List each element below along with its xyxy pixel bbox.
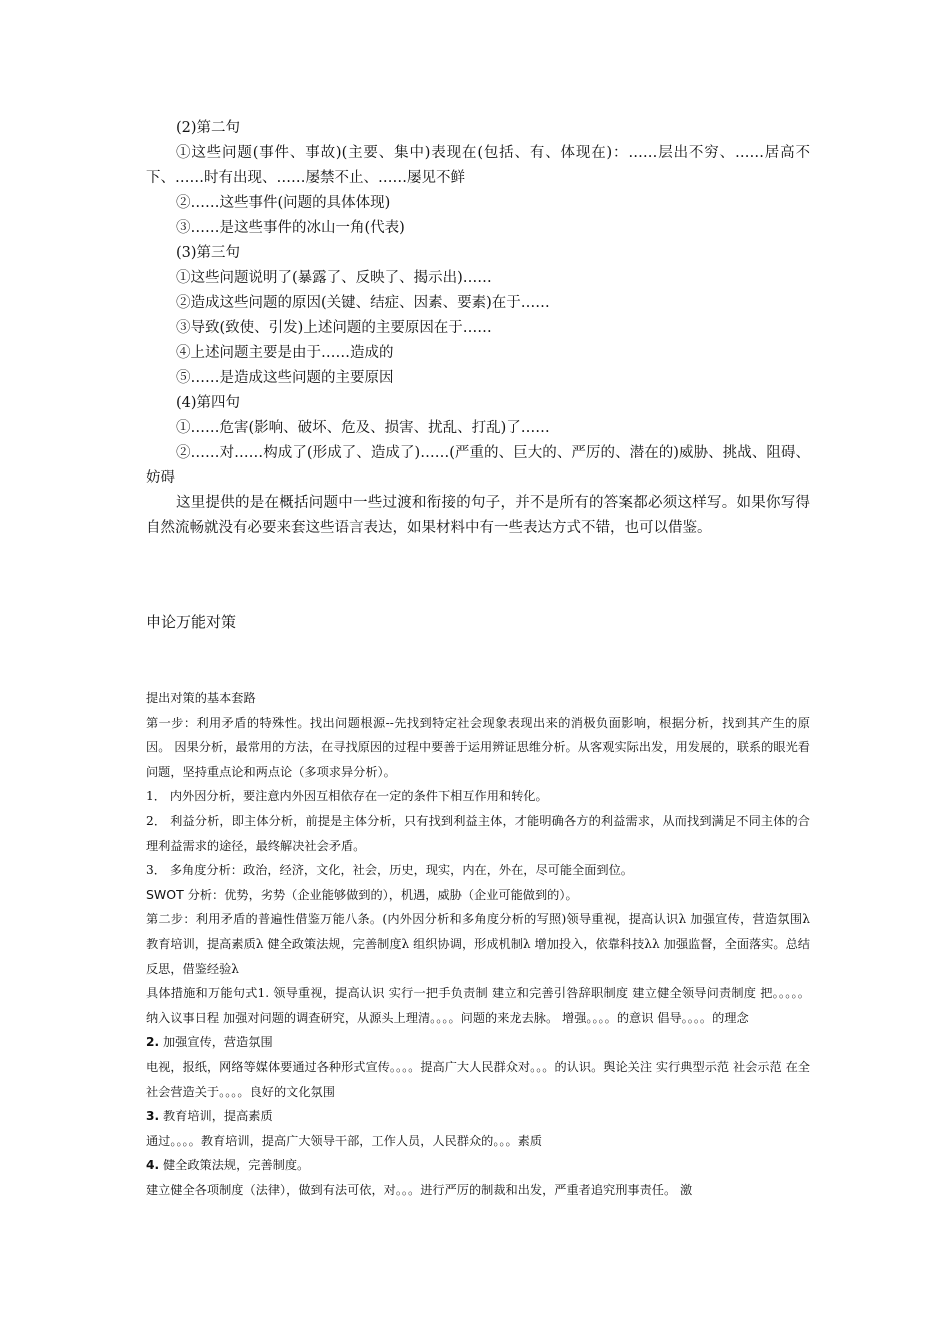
upper-section bbox=[146, 116, 810, 541]
lower-section bbox=[146, 686, 810, 1202]
publicity-paragraph: 电视，报纸，网络等媒体要通过各种形式宣传。。。。提高广大人民群众对。。。的认识。舆论关注 实行典型示范 社会示范 在全社会营造关于。。。。良好的文化氛围 bbox=[146, 1059, 810, 1099]
subheading-third-sentence: (3)第三句 bbox=[176, 245, 241, 261]
regulations-paragraph: 建立健全各项制度（法律），做到有法可依，对。。。进行严厉的制裁和出发，严重者追究刑事责任。 激 bbox=[146, 1182, 693, 1197]
list-item: ②造成这些问题的原因(关键、结症、因素、要素)在于…… bbox=[176, 295, 550, 311]
list-item: ③……是这些事件的冰山一角(代表) bbox=[176, 220, 405, 236]
analysis-item-1: 1． 内外因分析，要注意内外因互相依存在一定的条件下相互作用和转化。 bbox=[146, 789, 548, 804]
list-item: ①这些问题说明了(暴露了、反映了、揭示出)…… bbox=[176, 270, 492, 286]
training-paragraph: 通过。。。。教育培训，提高广大领导干部，工作人员，人民群众的。。。素质 bbox=[146, 1133, 543, 1148]
analysis-item-3: 3． 多角度分析：政治，经济，文化，社会，历史，现实，内在，外在，尽可能全面到位。 bbox=[146, 863, 633, 878]
step-one-paragraph: 第一步：利用矛盾的特殊性。找出问题根源--先找到特定社会现象表现出来的消极负面影响，根据分析，找到其产生的原因。 因果分析，最常用的方法，在寻找原因的过程中要善于运用辨证思维分析。从客观实际出发，用发展的，联系的眼光看问题，坚持重点论和两点论（多项求异分析）。 bbox=[146, 715, 810, 779]
section-title: 申论万能对策 bbox=[146, 613, 237, 631]
heading-regulations: 4. 健全政策法规，完善制度。 bbox=[146, 1158, 310, 1173]
swot-line bbox=[146, 883, 810, 908]
list-item: ③导致(致使、引发)上述问题的主要原因在于…… bbox=[176, 320, 492, 336]
list-item: ①……危害(影响、破坏、危及、损害、扰乱、打乱)了…… bbox=[176, 420, 550, 436]
list-item: ②……对……构成了(形成了、造成了)……(严重的、巨大的、严厉的、潜在的)威胁、挑战、阻碍、妨碍 bbox=[146, 445, 810, 486]
subheading-fourth-sentence: (4)第四句 bbox=[176, 395, 241, 411]
list-item: ⑤……是造成这些问题的主要原因 bbox=[176, 370, 394, 386]
swot-text: 分析：优势，劣势（企业能够做到的），机遇，威胁（企业可能做到的）。 bbox=[183, 887, 578, 902]
list-item: ④上述问题主要是由于……造成的 bbox=[176, 345, 394, 361]
step-two-paragraph: 第二步：利用矛盾的普遍性借鉴万能八条。(内外因分析和多角度分析的写照)领导重视，提高认识λ 加强宣传，营造氛围λ 教育培训，提高素质λ 健全政策法规，完善制度λ 组织协调，形成机制λ 增加投入，依靠科技λλ 加强监督，全面落实。总结反思，借鉴经验λ bbox=[146, 912, 810, 976]
closing-paragraph: 这里提供的是在概括问题中一些过渡和衔接的句子，并不是所有的答案都必须这样写。如果你写得自然流畅就没有必要来套这些语言表达，如果材料中有一些表达方式不错，也可以借鉴。 bbox=[146, 495, 810, 536]
subheading-second-sentence: (2)第二句 bbox=[176, 120, 241, 136]
swot-label: SWOT bbox=[146, 886, 184, 902]
heading-training: 3. 教育培训，提高素质 bbox=[146, 1109, 273, 1124]
list-item: ②……这些事件(问题的具体体现) bbox=[176, 195, 391, 211]
heading-publicity: 2. 加强宣传，营造氛围 bbox=[146, 1035, 273, 1050]
list-item: ①这些问题(事件、事故)(主要、集中)表现在(包括、有、体现在)：……层出不穷、……居高不下、……时有出现、……屡禁不止、……屡见不鲜 bbox=[146, 145, 810, 186]
heading-basic-approach: 提出对策的基本套路 bbox=[146, 691, 256, 705]
analysis-item-2: 2． 利益分析，即主体分析，前提是主体分析，只有找到利益主体，才能明确各方的利益需求，从而找到满足不同主体的合理利益需求的途径，最终解决社会矛盾。 bbox=[146, 813, 810, 853]
measures-paragraph: 具体措施和万能句式1. 领导重视，提高认识 实行一把手负责制 建立和完善引咎辞职制度 建立健全领导问责制度 把。。。。。纳入议事日程 加强对问题的调查研究，从源头上理清。。。。问题的来龙去脉。 增强。。。。的意识 倡导。。。。的理念 bbox=[146, 986, 810, 1025]
